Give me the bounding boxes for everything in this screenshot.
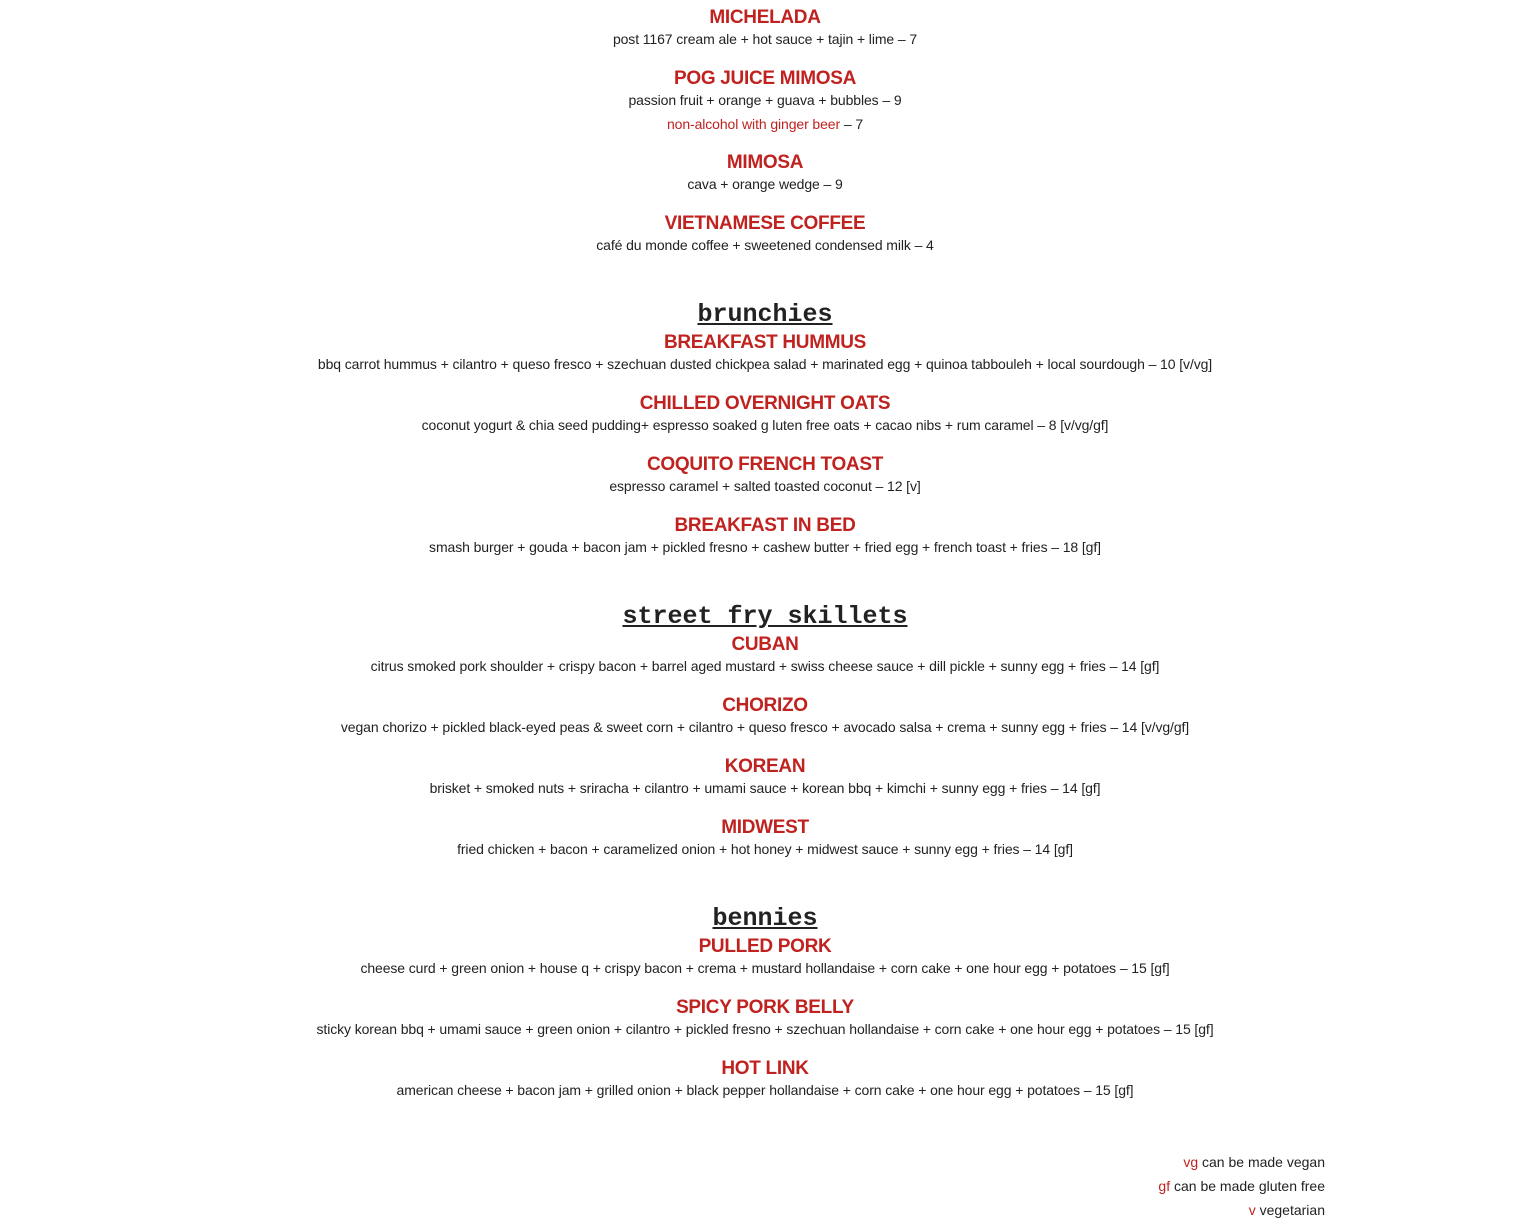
menu-item — [0, 515, 1530, 557]
bennies-section — [0, 904, 1530, 1100]
legend-code: gf — [1158, 1178, 1171, 1194]
legend-item-vegan — [1158, 1150, 1325, 1174]
item-alternative — [0, 114, 1530, 134]
item-name: CHILLED OVERNIGHT OATS — [639, 393, 891, 414]
menu-item — [0, 695, 1530, 737]
item-description: vegan chorizo + pickled black-eyed peas & sweet corn + cilantro + queso fresco + avocado salsa + crema + sunny egg + fries – 14 [v/vg/gf] — [340, 719, 1190, 735]
menu-item — [0, 817, 1530, 859]
item-description: café du monde coffee + sweetened condensed milk – 4 — [596, 237, 934, 253]
menu-item — [0, 393, 1530, 435]
item-name: MIDWEST — [721, 817, 809, 838]
item-name: MIMOSA — [726, 152, 804, 173]
menu-item — [0, 1058, 1530, 1100]
menu-item — [0, 7, 1530, 49]
item-name: HOT LINK — [721, 1058, 809, 1079]
item-description: cava + orange wedge – 9 — [687, 176, 843, 192]
brunchies-section — [0, 300, 1530, 557]
item-description: sticky korean bbq + umami sauce + green onion + cilantro + pickled fresno + szechuan hollandaise + corn cake + one hour egg + potatoes – 15 [gf] — [316, 1021, 1214, 1037]
item-name: VIETNAMESE COFFEE — [664, 213, 866, 234]
item-name: CHORIZO — [722, 695, 808, 716]
legend-text: can be made vegan — [1198, 1154, 1325, 1170]
item-name: SPICY PORK BELLY — [676, 997, 854, 1018]
item-description: espresso caramel + salted toasted coconut – 12 [v] — [609, 478, 921, 494]
item-description: cheese curd + green onion + house q + crispy bacon + crema + mustard hollandaise + corn cake + one hour egg + potatoes – 15 [gf] — [360, 960, 1170, 976]
item-description: citrus smoked pork shoulder + crispy bacon + barrel aged mustard + swiss cheese sauce + dill pickle + sunny egg + fries – 14 [gf] — [370, 658, 1160, 674]
item-name: COQUITO FRENCH TOAST — [646, 454, 884, 475]
menu-item — [0, 213, 1530, 255]
menu-item — [0, 634, 1530, 676]
legend-item-gluten-free — [1158, 1174, 1325, 1198]
alternative-price: – 7 — [840, 116, 864, 132]
legend-item-vegetarian — [1158, 1198, 1325, 1222]
legend-code: vg — [1183, 1154, 1199, 1170]
item-description: bbq carrot hummus + cilantro + queso fresco + szechuan dusted chickpea salad + marinated egg + quinoa tabbouleh + local sourdough – 10 [v/vg] — [317, 356, 1213, 372]
item-name: BREAKFAST HUMMUS — [663, 332, 867, 353]
menu-item — [0, 332, 1530, 374]
section-title: street fry skillets — [622, 602, 908, 631]
drinks-section — [0, 0, 1530, 255]
item-description: passion fruit + orange + guava + bubbles – 9 — [628, 92, 902, 108]
menu-item — [0, 997, 1530, 1039]
menu-item — [0, 936, 1530, 978]
item-description: coconut yogurt & chia seed pudding+ espresso soaked g luten free oats + cacao nibs + rum caramel – 8 [v/vg/gf] — [421, 417, 1109, 433]
item-description: brisket + smoked nuts + sriracha + cilantro + umami sauce + korean bbq + kimchi + sunny egg + fries – 14 [gf] — [429, 780, 1101, 796]
item-description: smash burger + gouda + bacon jam + pickled fresno + cashew butter + fried egg + french toast + fries – 18 [gf] — [429, 539, 1101, 555]
item-name: POG JUICE MIMOSA — [673, 68, 857, 89]
alternative-label: non-alcohol with ginger beer — [666, 116, 841, 132]
menu-item — [0, 454, 1530, 496]
item-description: american cheese + bacon jam + grilled onion + black pepper hollandaise + corn cake + one hour egg + potatoes – 15 [gf] — [396, 1082, 1134, 1098]
menu-item — [0, 152, 1530, 194]
dietary-legend — [1158, 1150, 1325, 1222]
item-name: KOREAN — [724, 756, 806, 777]
legend-text: can be made gluten free — [1170, 1178, 1325, 1194]
legend-text: vegetarian — [1255, 1202, 1325, 1218]
item-name: BREAKFAST IN BED — [674, 515, 856, 536]
section-title: bennies — [712, 904, 818, 933]
item-name: MICHELADA — [709, 7, 821, 28]
item-description: fried chicken + bacon + caramelized onion + hot honey + midwest sauce + sunny egg + fries – 14 [gf] — [457, 841, 1073, 857]
menu-item — [0, 68, 1530, 134]
item-name: CUBAN — [731, 634, 799, 655]
section-title: brunchies — [697, 300, 833, 329]
street-fry-skillets-section — [0, 602, 1530, 859]
item-description: post 1167 cream ale + hot sauce + tajin + lime – 7 — [612, 31, 918, 47]
menu-item — [0, 756, 1530, 798]
item-name: PULLED PORK — [698, 936, 832, 957]
legend-code: v — [1248, 1202, 1256, 1218]
